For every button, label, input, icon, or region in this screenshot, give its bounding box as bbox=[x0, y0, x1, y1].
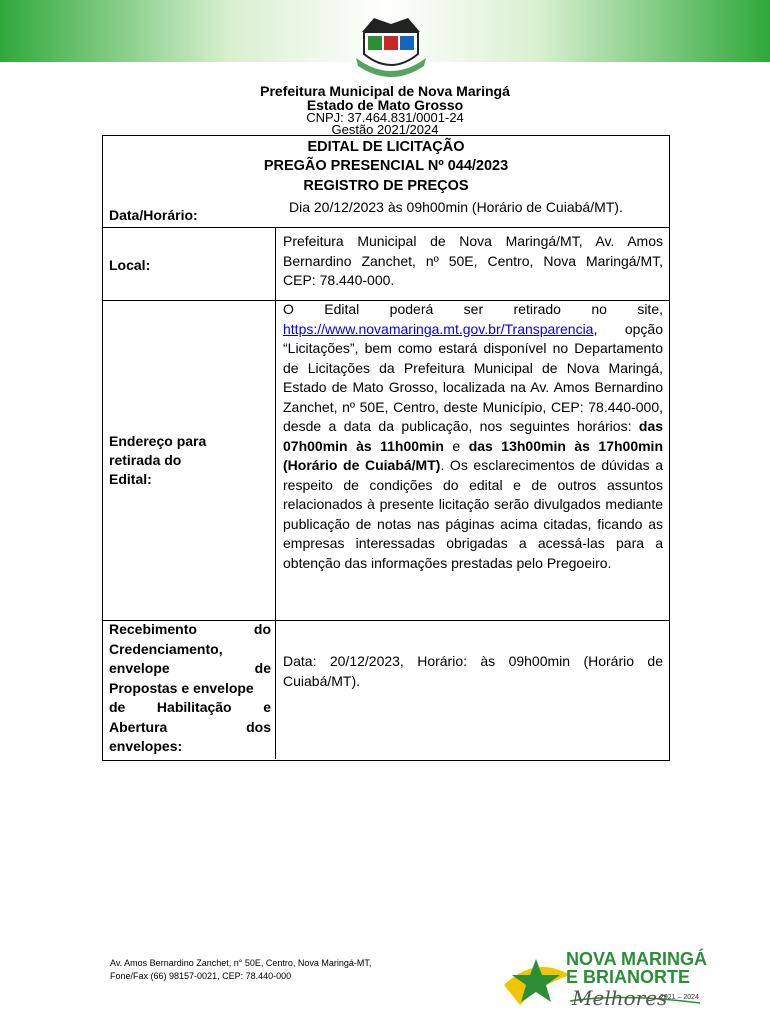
pregao-title: PREGÃO PRESENCIAL Nº 044/2023 bbox=[263, 158, 509, 174]
local-label: Local: bbox=[109, 257, 151, 273]
logo-line2: E BRIANORTE bbox=[566, 967, 691, 987]
logo-line1: NOVA MARINGÁ bbox=[566, 949, 707, 969]
logo-script: Melhores bbox=[572, 986, 668, 1010]
registro-title: REGISTRO DE PREÇOS bbox=[303, 178, 469, 194]
data-horario-label: Data/Horário: bbox=[109, 207, 198, 223]
footer-address: Av. Amos Bernardino Zanchet, n° 50E, Centro, Nova Maringá-MT, Fone/Fax (66) 98157-0021, CEP: 78.440-000 bbox=[110, 958, 372, 981]
estado-name: Estado de Mato Grosso bbox=[306, 97, 464, 113]
data-horario-value: Dia 20/12/2023 às 09h00min (Horário de Cuiabá/MT). bbox=[289, 199, 623, 215]
transparencia-link[interactable]: https://www.novamaringa.mt.gov.br/Transparencia bbox=[283, 320, 594, 337]
local-value: Prefeitura Municipal de Nova Maringá/MT, Av. Amos Bernardino Zanchet, nº 50E, Centro, Nova Maringá/MT, CEP: 78.440-000. bbox=[283, 233, 663, 288]
row-divider bbox=[103, 227, 669, 228]
recebimento-value: Data: 20/12/2023, Horário: às 09h00min (Horário de Cuiabá/MT). bbox=[283, 653, 663, 689]
logo-years: 2021 – 2024 bbox=[660, 994, 699, 1001]
cnpj-text: CNPJ: 37.464.831/0001-24 bbox=[306, 110, 464, 125]
edital-title: EDITAL DE LICITAÇÃO bbox=[307, 139, 465, 155]
endereco-value: O Edital poderá ser retirado no site, https://www.novamaringa.mt.gov.br/Transparencia, opção “Licitações”, bem como estará disponível no Departamento de Licitações da Prefeitura Municipal de Nova Maringá, Estado de Mato Grosso, localizada na Av. Amos Bernardino Zanchet, nº 50E, Centro, deste Município, CEP: 78.440-000, desde a data da publicação, nos seguintes horários: das 07h00min às 11h00min e das 13h00min às 17h00min (Horário de Cuiabá/MT). Os esclarecimentos de dúvidas a respeito de condições do edital e de outros assuntos relacionados à presente licitação serão divulgados mediante publicação de notas nas páginas acima citadas, ficando as empresas interessadas obrigadas a acessá-las para a obtenção das informações prestadas pelo Pregoeiro. bbox=[283, 301, 664, 571]
gestao-text: Gestão 2021/2024 bbox=[331, 122, 439, 137]
column-divider bbox=[275, 227, 276, 759]
municipal-crest-icon bbox=[354, 14, 428, 80]
endereco-label: Endereço para retirada do Edital: bbox=[109, 433, 207, 487]
edital-table bbox=[102, 135, 670, 761]
recebimento-label: Recebimento do Credenciamento, envelope de Propostas e envelope de Habilitação e Abertura dos envelopes: bbox=[109, 621, 271, 754]
prefeitura-name: Prefeitura Municipal de Nova Maringá bbox=[260, 83, 510, 99]
